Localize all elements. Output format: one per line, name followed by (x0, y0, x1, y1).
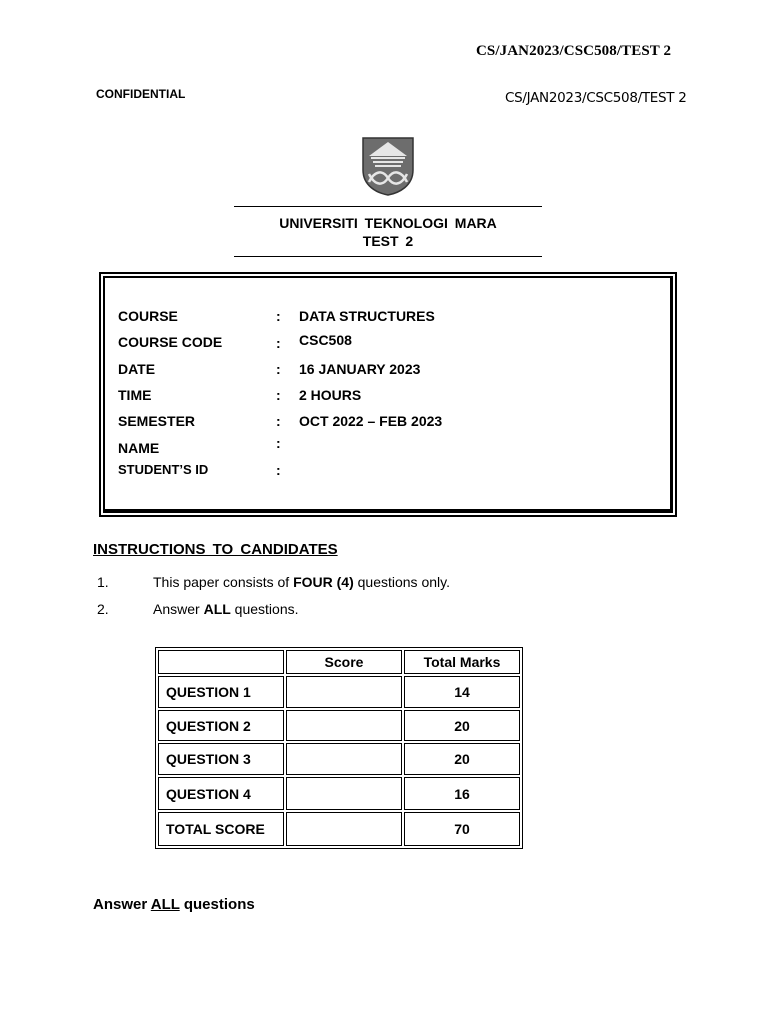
info-value-date: 16 JANUARY 2023 (299, 361, 421, 377)
confidential-label: CONFIDENTIAL (96, 87, 186, 101)
answer-all-heading (93, 896, 255, 913)
title-top-rule (234, 206, 542, 207)
info-colon: : (276, 413, 281, 429)
table-row (158, 812, 520, 846)
marks-cell: 16 (404, 777, 520, 810)
info-value-course-code: CSC508 (299, 332, 352, 348)
instruction-item (153, 574, 450, 590)
document-code-subheader: CS/JAN2023/CSC508/TEST 2 (505, 90, 687, 106)
info-colon: : (276, 462, 281, 478)
info-value-semester: OCT 2022 – FEB 2023 (299, 413, 443, 429)
instruction-number: 1. (97, 574, 109, 590)
instruction-item (153, 601, 299, 617)
answer-all-text: questions (179, 896, 255, 913)
info-label-date: DATE (118, 361, 156, 377)
question-cell: QUESTION 3 (158, 743, 284, 775)
score-table (155, 647, 523, 849)
score-cell (286, 710, 402, 741)
answer-all-emphasis: ALL (150, 896, 180, 913)
instruction-number: 2. (97, 601, 109, 617)
answer-all-text: Answer (93, 896, 151, 913)
info-colon: : (276, 361, 281, 377)
instruction-text: questions. (230, 601, 299, 617)
header-cell-question (158, 650, 284, 674)
instructions-title: INSTRUCTIONS TO CANDIDATES (93, 541, 338, 558)
marks-cell: 20 (404, 743, 520, 775)
table-row (158, 710, 520, 741)
info-label-name: NAME (118, 440, 160, 456)
marks-cell: 14 (404, 676, 520, 708)
info-label-student-id: STUDENT’S ID (118, 462, 209, 477)
info-label-course-code: COURSE CODE (118, 334, 223, 350)
instruction-text: questions only. (353, 574, 450, 590)
header-cell-score: Score (286, 650, 402, 674)
question-cell: TOTAL SCORE (158, 812, 284, 846)
test-name: TEST 2 (362, 233, 414, 249)
info-colon: : (276, 308, 281, 324)
score-table-header-row (158, 650, 520, 674)
score-cell (286, 777, 402, 810)
marks-cell: 20 (404, 710, 520, 741)
question-cell: QUESTION 4 (158, 777, 284, 810)
header-cell-total-marks: Total Marks (404, 650, 520, 674)
university-name: UNIVERSITI TEKNOLOGI MARA (279, 215, 497, 231)
info-label-time: TIME (118, 387, 152, 403)
university-logo-icon (361, 136, 415, 196)
info-label-course: COURSE (118, 308, 178, 324)
info-colon: : (276, 335, 281, 351)
info-colon: : (276, 435, 281, 451)
table-row (158, 743, 520, 775)
score-cell (286, 676, 402, 708)
title-bottom-rule (234, 256, 542, 257)
table-row (158, 777, 520, 810)
instruction-text: Answer (153, 601, 204, 617)
score-cell (286, 812, 402, 846)
title-block (234, 214, 542, 250)
info-colon: : (276, 387, 281, 403)
table-row (158, 676, 520, 708)
instruction-text: This paper consists of (153, 574, 294, 590)
marks-cell: 70 (404, 812, 520, 846)
document-code-header: CS/JAN2023/CSC508/TEST 2 (476, 43, 672, 59)
score-cell (286, 743, 402, 775)
instruction-emphasis: ALL (203, 601, 231, 617)
instruction-emphasis: FOUR (4) (293, 574, 354, 590)
question-cell: QUESTION 2 (158, 710, 284, 741)
info-value-course: DATA STRUCTURES (299, 308, 435, 324)
info-label-semester: SEMESTER (118, 413, 196, 429)
info-value-time: 2 HOURS (299, 387, 362, 403)
question-cell: QUESTION 1 (158, 676, 284, 708)
